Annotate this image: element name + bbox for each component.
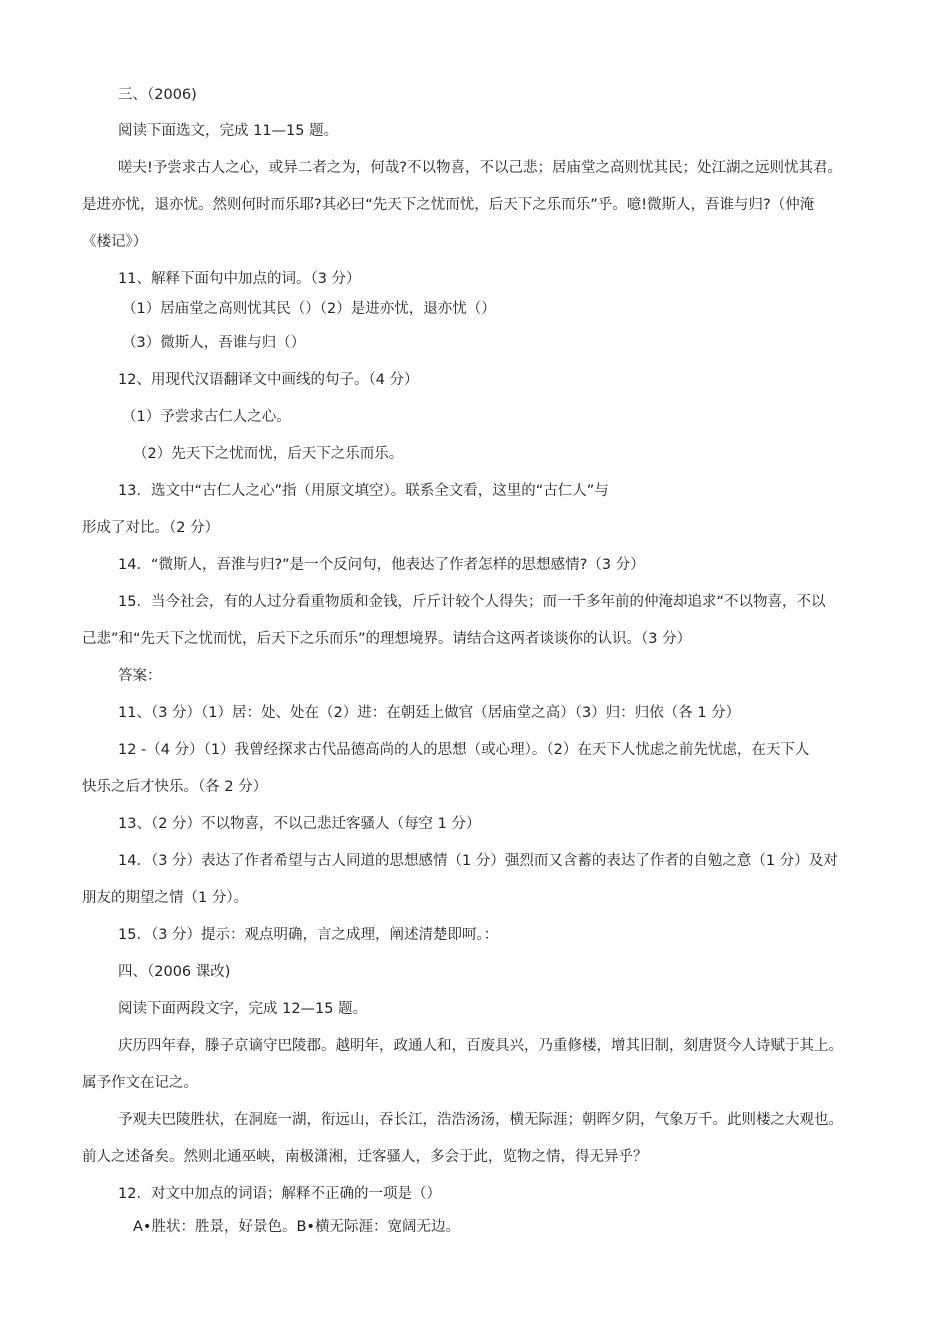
q15-line-2: 己悲”和“先天下之忧而忧，后天下之乐而乐”的理想境界。请结合这两者谈谈你的认识。（3 分） [82,631,692,647]
answers-label: 答案： [118,668,162,684]
section-4-para-1-line-1: 庆历四年春，滕子京谪守巴陵郡。越明年，政通人和，百废具兴，乃重修楼，增其旧制，刻唐贤今人诗赋于其上。 [118,1038,843,1054]
section-4-q12-stem: 12．对文中加点的词语；解释不正确的一项是（） [118,1186,441,1202]
passage-line-1: 嗟夫!予尝求古人之心，或异二者之为，何哉?不以物喜，不以己悲；居庙堂之高则忧其民；处江湖之远则忧其君。 [118,160,843,176]
answer-14-line-1: 14．（3 分）表达了作者希望与古人同道的思想感情（1 分）强烈而又含蓄的表达了作者的自勉之意（1 分）及对 [118,853,838,869]
passage-line-3: 《楼记》） [82,234,148,250]
section-4-para-2-line-1: 予观夫巴陵胜状，在洞庭一湖，衔远山，吞长江，浩浩汤汤，横无际涯；朝晖夕阴，气象万千。此则楼之大观也。 [118,1112,843,1128]
q11-stem: 11、解释下面句中加点的词。（3 分） [118,271,361,287]
q12-line-2: （2）先天下之忧而忧，后天下之乐而乐。 [133,446,404,462]
section-4-heading: 四、（2006 课改) [118,964,231,980]
answer-14-line-2: 朋友的期望之情（1 分）。 [82,890,249,906]
q11-line-2: （3）微斯人，吾谁与归（） [122,335,306,351]
answer-15: 15．（3 分）提示：观点明确，言之成理，阐述清楚即呵。： [118,927,499,943]
section-4-instruction: 阅读下面两段文字，完成 12—15 题。 [118,1001,368,1017]
section-4-q12-options: A•胜状：胜景，好景色。B•横无际涯：宽阔无边。 [133,1219,460,1235]
passage-line-2: 是进亦忧，退亦忧。然则何时而乐耶?其必曰“先天下之忧而忧，后天下之乐而乐”乎。噫!微斯人，吾谁与归?（仲淹 [82,197,815,213]
q13-line-2: 形成了对比。（2 分） [82,520,220,536]
section-4-para-2-line-2: 前人之述备矣。然则北通巫峡，南极潇湘，迁客骚人，多会于此，览物之情，得无异乎？ [82,1149,648,1165]
section-3-instruction: 阅读下面选文，完成 11—15 题。 [118,123,339,139]
q12-stem: 12、用现代汉语翻译文中画线的句子。（4 分） [118,372,419,388]
q15-line-1: 15．当今社会，有的人过分看重物质和金钱，斤斤计较个人得失；而一千多年前的仲淹却追求“不以物喜，不以 [118,594,826,610]
answer-12-line-1: 12 -（4 分）（1）我曾经探求古代品德高尚的人的思想（或心理）。（2）在天下人忧虑之前先忧虑，在天下人 [118,742,810,758]
q12-line-1: （1）予尝求古仁人之心。 [122,409,291,425]
section-3-heading: 三、（2006) [118,87,197,103]
q13-line-1: 13．选文中“古仁人之心”指（用原文填空）。联系全文看，这里的“古仁人”与 [118,483,609,499]
q11-line-1: （1）居庙堂之高则忧其民（）（2）是进亦忧，退亦忧（） [122,301,496,317]
q14-line-1: 14．“微斯人，吾淮与归?”是一个反问句，他表达了作者怎样的思想感情?（3 分） [118,557,645,573]
answer-12-line-2: 快乐之后才快乐。（各 2 分） [82,779,268,795]
section-4-para-1-line-2: 属予作文在记之。 [82,1075,198,1091]
answer-13: 13、（2 分）不以物喜，不以己悲迁客骚人（每空 1 分） [118,816,481,832]
answer-11: 11、（3 分）（1）居：处、处在（2）进：在朝廷上做官（居庙堂之高）（3）归：归依（各 1 分） [118,705,741,721]
